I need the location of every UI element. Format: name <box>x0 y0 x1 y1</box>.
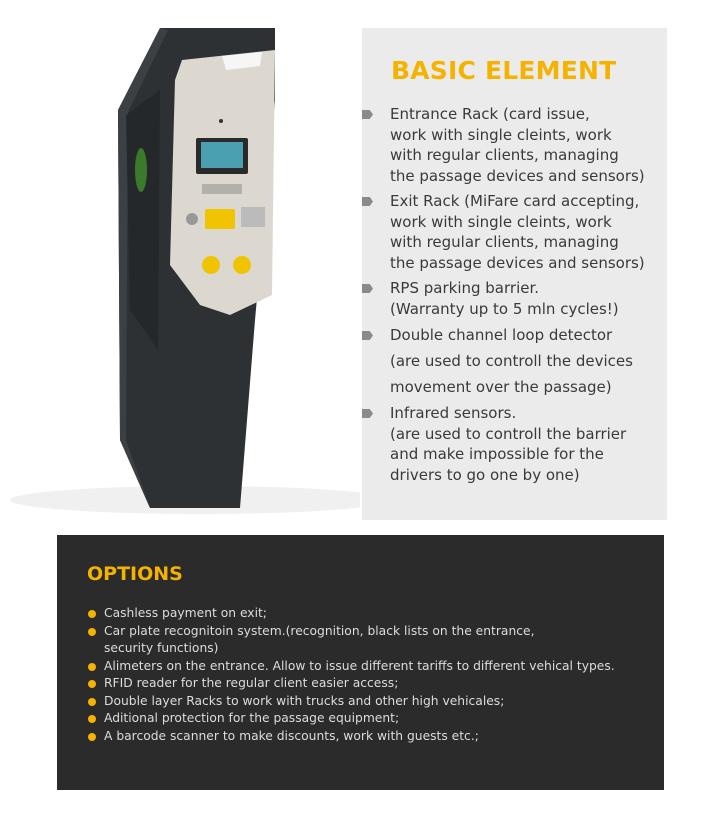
basic-item <box>390 191 645 273</box>
item-line: with regular clients, managing <box>390 233 619 251</box>
bullet-dot-icon <box>88 715 96 723</box>
item-line: RPS parking barrier. <box>390 279 540 297</box>
parking-rack-kiosk-image <box>0 20 360 520</box>
option-item <box>104 693 615 711</box>
item-line: Cashless payment on exit; <box>104 606 267 620</box>
item-line: A barcode scanner to make discounts, work with guests etc.; <box>104 728 479 743</box>
basic-item <box>390 104 645 186</box>
basic-item <box>390 403 626 485</box>
option-item <box>104 710 615 728</box>
item-line: (are used to controll the devices <box>390 352 633 370</box>
basic-element-panel <box>362 28 667 520</box>
item-line: Double layer Racks to work with trucks and other high vehicales; <box>104 693 505 708</box>
item-line: and make impossible for the <box>390 445 604 463</box>
item-line: Exit Rack (MiFare card accepting, <box>390 192 640 210</box>
bullet-dot-icon <box>88 628 96 636</box>
basic-item <box>390 278 619 319</box>
options-title: OPTIONS <box>87 563 183 585</box>
item-line: security functions) <box>104 641 219 655</box>
bullet-arrow-icon <box>362 284 373 293</box>
item-line: Car plate recognitoin system.(recognition, black lists on the entrance, <box>104 623 535 638</box>
basic-item <box>390 322 633 400</box>
item-line: Entrance Rack (card issue, <box>390 105 590 123</box>
bullet-dot-icon <box>88 680 96 688</box>
item-line: the passage devices and sensors) <box>390 166 645 185</box>
bullet-dot-icon <box>88 610 96 618</box>
item-line: drivers to go one by one) <box>390 465 580 484</box>
bullet-arrow-icon <box>362 331 373 340</box>
options-list <box>104 605 615 745</box>
option-item <box>104 623 615 658</box>
item-line: work with single cleints, work <box>390 212 612 231</box>
item-line: the passage devices and sensors) <box>390 253 645 272</box>
item-line: Infrared sensors. <box>390 404 517 422</box>
item-line: RFID reader for the regular client easier access; <box>104 676 399 690</box>
item-line: with regular clients, managing <box>390 146 619 164</box>
option-item <box>104 658 615 676</box>
item-line: work with single cleints, work <box>390 125 612 144</box>
bullet-arrow-icon <box>362 197 373 206</box>
basic-element-title: BASIC ELEMENT <box>391 56 617 85</box>
item-line: Double channel loop detector <box>390 326 613 344</box>
option-item <box>104 605 615 623</box>
bullet-dot-icon <box>88 698 96 706</box>
bullet-arrow-icon <box>362 110 373 119</box>
option-item <box>104 675 615 693</box>
item-line: Alimeters on the entrance. Allow to issue different tariffs to different vehical types. <box>104 658 615 673</box>
item-line: movement over the passage) <box>390 378 612 396</box>
bullet-arrow-icon <box>362 409 373 418</box>
option-item <box>104 728 615 746</box>
bullet-dot-icon <box>88 733 96 741</box>
item-line: (Warranty up to 5 mln cycles!) <box>390 299 619 318</box>
item-line: (are used to controll the barrier <box>390 424 627 443</box>
item-line: Aditional protection for the passage equipment; <box>104 711 400 725</box>
options-panel <box>57 535 664 790</box>
bullet-dot-icon <box>88 663 96 671</box>
